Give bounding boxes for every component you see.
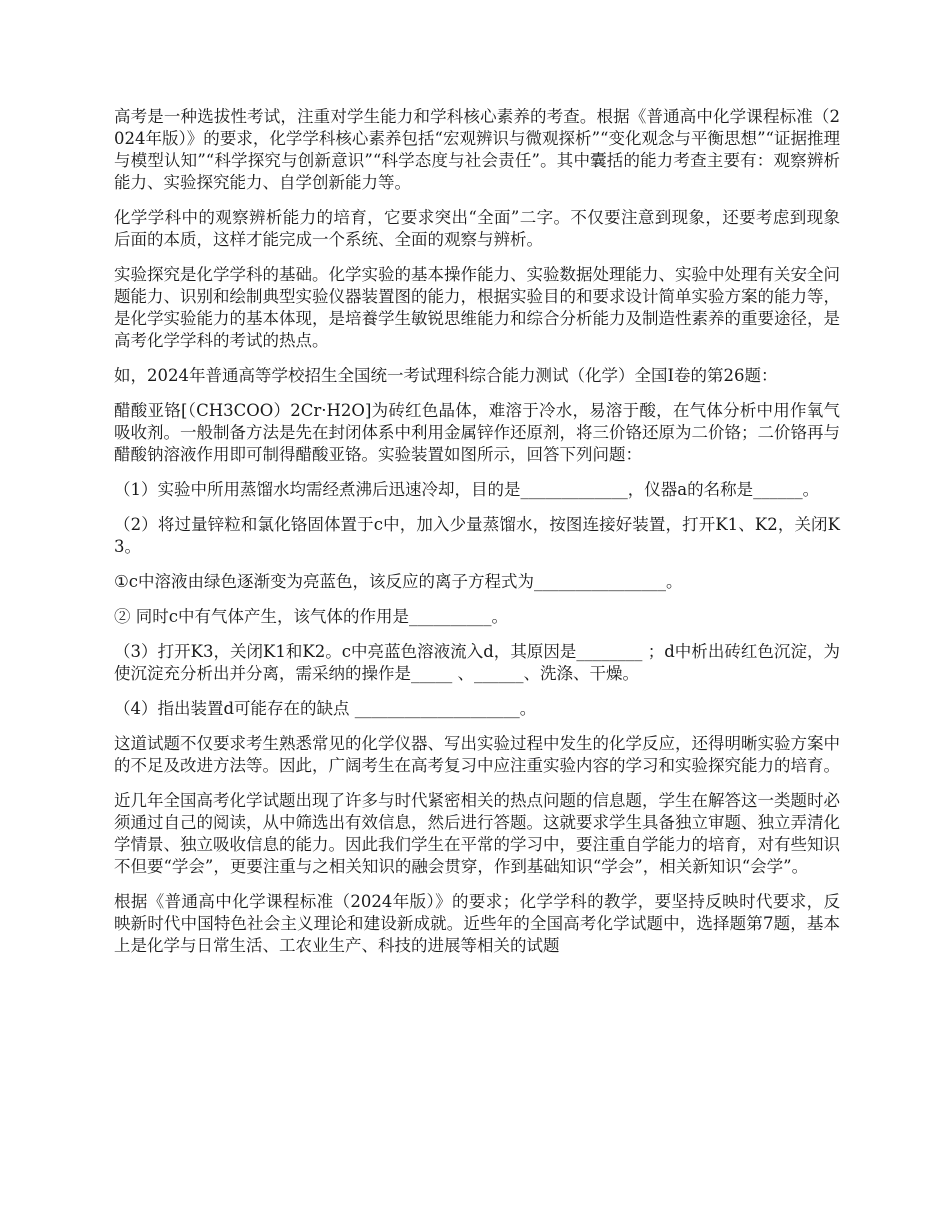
question-2-part-1: ①c中溶液由绿色逐渐变为亮蓝色，该反应的离子方程式为________________。 bbox=[114, 572, 683, 591]
paragraph-question-stem: 醋酸亚铬[（CH3COO）2Cr·H2O]为砖红色晶体，难溶于冷水，易溶于酸，在气体分析中用作氧气吸收剂。一般制备方法是先在封闭体系中利用金属锌作还原剂，将三价铬还原为二价铬；二价铬再与醋酸钠溶液作用即可制得醋酸亚铬。实验装置如图所示，回答下列问题： bbox=[114, 401, 840, 464]
document-body bbox=[114, 106, 840, 970]
question-2-part-2: ② 同时c中有气体产生，该气体的作用是__________。 bbox=[114, 607, 508, 626]
paragraph-self-learning: 近几年全国高考化学试题出现了许多与时代紧密相关的热点问题的信息题，学生在解答这一类题时必须通过自己的阅读，从中筛选出有效信息，然后进行答题。这就要求学生具备独立审题、独立弄清化学情景、独立吸收信息的能力。因此我们学生在平常的学习中，要注重自学能力的培育，对有些知识不但要“学会”，更要注重与之相关知识的融会贯穿，作到基础知识“学会”，相关新知识“会学”。 bbox=[114, 791, 840, 876]
paragraph-analysis: 这道试题不仅要求考生熟悉常见的化学仪器、写出实验过程中发生的化学反应，还得明晰实验方案中的不足及改进方法等。因此，广阔考生在高考复习中应注重实验内容的学习和实验探究能力的培育。 bbox=[114, 734, 840, 775]
paragraph-experiment: 实验探究是化学学科的基础。化学实验的基本操作能力、实验数据处理能力、实验中处理有关安全问题能力、识别和绘制典型实验仪器装置图的能力，根据实验目的和要求设计简单实验方案的能力等，是化学实验能力的基本体现，是培養学生敏锐思维能力和综合分析能力及制造性素养的重要途径，是高考化学学科的考试的热点。 bbox=[114, 265, 840, 350]
paragraph-curriculum: 根据《普通高中化学课程标准（2024年版）》的要求；化学学科的教学，要坚持反映时代要求，反映新时代中国特色社会主义理论和建设新成就。近些年的全国高考化学试题中，选择题第7题，基本上是化学与日常生活、工农业生产、科技的进展等相关的试题 bbox=[114, 892, 840, 955]
question-4: （4）指出装置d可能存在的缺点 ____________________。 bbox=[114, 699, 537, 718]
paragraph-example-intro: 如，2024年普通高等学校招生全国统一考试理科综合能力测试（化学）全国Ⅰ卷的第26题： bbox=[114, 366, 778, 385]
paragraph-observation: 化学学科中的观察辨析能力的培育，它要求突出“全面”二字。不仅要注意到现象，还要考虑到现象后面的本质，这样才能完成一个系统、全面的观察与辨析。 bbox=[114, 208, 840, 249]
question-2: （2）将过量锌粒和氯化铬固体置于c中，加入少量蒸馏水，按图连接好装置，打开K1、K2，关闭K3。 bbox=[114, 515, 840, 556]
paragraph-intro: 高考是一种选拔性考试，注重对学生能力和学科核心素养的考查。根据《普通高中化学课程标准（2024年版）》的要求，化学学科核心素养包括“宏观辨识与微观探析”“变化观念与平衡思想”“证据推理与模型认知”“科学探究与创新意识”“科学态度与社会责任”。其中囊括的能力考查主要有：观察辨析能力、实验探究能力、自学创新能力等。 bbox=[114, 107, 840, 192]
question-3: （3）打开K3，关闭K1和K2。c中亮蓝色溶液流入d，其原因是________ ；d中析出砖红色沉淀，为使沉淀充分析出并分离，需采纳的操作是_____ 、______、洗涤、干燥。 bbox=[114, 642, 840, 683]
question-1: （1）实验中所用蒸馏水均需经煮沸后迅速冷却，目的是_____________，仪器a的名称是______。 bbox=[114, 480, 820, 499]
